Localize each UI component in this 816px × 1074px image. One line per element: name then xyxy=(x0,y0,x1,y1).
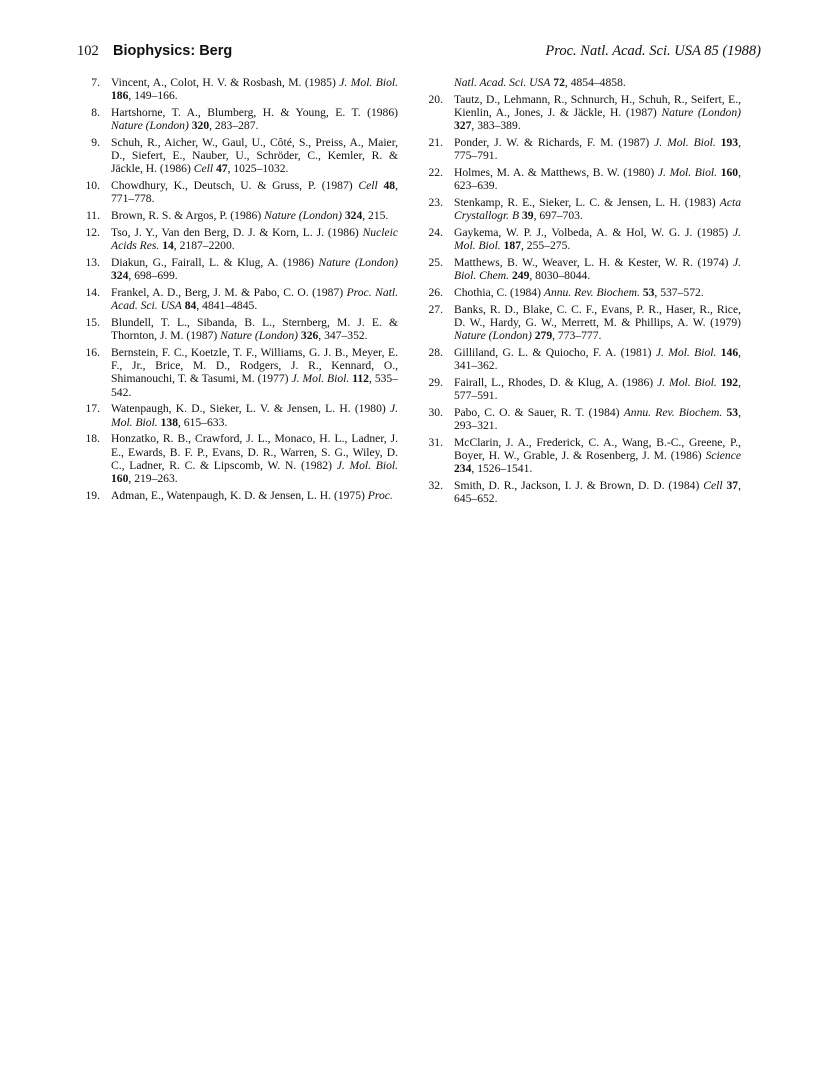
reference-number: 8. xyxy=(91,106,100,119)
reference-authors: Matthews, B. W., Weaver, L. H. & Kester, W. R. (1974) xyxy=(454,256,733,269)
reference-number: 24. xyxy=(428,226,443,239)
reference-item xyxy=(421,196,741,222)
reference-authors: Pabo, C. O. & Sauer, R. T. (1984) xyxy=(454,406,624,419)
reference-volume: 138 xyxy=(160,415,178,429)
reference-item xyxy=(421,479,741,505)
reference-number: 23. xyxy=(428,196,443,209)
reference-item xyxy=(78,76,398,102)
reference-pages: , 4854–4858. xyxy=(564,76,626,89)
reference-number: 28. xyxy=(428,346,443,359)
reference-authors: Honzatko, R. B., Crawford, J. L., Monaco, H. L., Ladner, J. E., Ewards, B. F. P., Evans, D. R., Warren, S. G., Wiley, D. C., Ladner, R. C. & Lipscomb, W. N. (1982) xyxy=(111,432,398,472)
reference-volume: 48 xyxy=(383,179,396,193)
reference-journal: J. Mol. Biol. xyxy=(111,402,398,429)
reference-authors: Hartshorne, T. A., Blumberg, H. & Young, E. T. (1986) xyxy=(111,106,398,119)
reference-authors: Smith, D. R., Jackson, I. J. & Brown, D. D. (1984) xyxy=(454,479,704,493)
reference-pages: , 383–389. xyxy=(471,119,521,133)
reference-pages: , 255–275. xyxy=(521,239,571,253)
reference-pages: , 215. xyxy=(362,209,389,223)
reference-journal: J. Biol. Chem. xyxy=(454,256,741,283)
reference-continuation xyxy=(421,76,741,89)
reference-pages: , 645–652. xyxy=(454,479,741,506)
reference-pages: , 2187–2200. xyxy=(173,239,235,253)
reference-pages: , 775–791. xyxy=(454,136,741,163)
reference-volume: 160 xyxy=(111,472,129,486)
reference-item xyxy=(78,432,398,485)
reference-volume: 47 xyxy=(215,162,228,176)
page-header xyxy=(77,43,761,63)
reference-volume: 84 xyxy=(184,299,197,313)
reference-pages: , 771–778. xyxy=(111,179,398,206)
reference-journal: Nucleic Acids Res. xyxy=(111,226,398,253)
references-left-column xyxy=(78,76,398,506)
reference-item xyxy=(78,179,398,205)
reference-journal: Science xyxy=(705,449,741,463)
reference-journal: J. Mol. Biol. xyxy=(655,346,717,359)
reference-pages: , 283–287. xyxy=(209,119,259,133)
reference-number: 7. xyxy=(91,76,100,89)
reference-number: 25. xyxy=(428,256,443,269)
reference-number: 30. xyxy=(428,406,443,419)
reference-pages: , 1025–1032. xyxy=(227,162,289,176)
reference-volume: 53 xyxy=(726,406,739,419)
reference-journal: Annu. Rev. Biochem. xyxy=(623,406,723,419)
reference-journal: Nature (London) xyxy=(318,256,398,269)
references-right-column xyxy=(421,76,741,509)
reference-pages: , 698–699. xyxy=(128,269,178,283)
reference-journal: J. Mol. Biol. xyxy=(454,226,741,253)
reference-volume: 72 xyxy=(553,76,565,89)
reference-pages: , 577–591. xyxy=(454,376,741,403)
reference-pages: , 341–362. xyxy=(454,346,742,373)
reference-number: 15. xyxy=(85,316,100,329)
reference-journal: Proc. Natl. Acad. Sci. USA xyxy=(111,286,398,313)
reference-volume: 327 xyxy=(454,119,472,133)
reference-authors: Vincent, A., Colot, H. V. & Rosbash, M. (1985) xyxy=(111,76,340,89)
reference-number: 26. xyxy=(428,286,443,299)
reference-authors: Schuh, R., Aicher, W., Gaul, U., Côté, S., Preiss, A., Maier, D., Siefert, E., Nauber, U., Schröder, C., Kemler, R. & Jäckle, H. (1986) xyxy=(111,136,398,176)
reference-item xyxy=(421,166,741,192)
reference-volume: 192 xyxy=(720,376,739,389)
reference-authors: Banks, R. D., Blake, C. C. F., Evans, P. R., Haser, R., Rice, D. W., Hardy, G. W., Merrett, M. & Phillips, A. W. (1979) xyxy=(454,302,741,329)
reference-item xyxy=(78,286,398,312)
reference-pages: , 347–352. xyxy=(318,329,368,343)
reference-volume: 186 xyxy=(111,89,129,103)
reference-journal: Nature (London) xyxy=(661,106,742,119)
reference-volume: 326 xyxy=(300,329,319,343)
reference-item xyxy=(421,303,741,343)
reference-item xyxy=(421,136,741,162)
reference-item xyxy=(421,286,741,299)
reference-volume: 146 xyxy=(720,346,739,359)
reference-journal: Natl. Acad. Sci. USA xyxy=(454,76,551,89)
reference-journal: Cell xyxy=(703,479,723,493)
reference-authors: Blundell, T. L., Sibanda, B. L., Sternberg, M. J. E. & Thornton, J. M. (1987) xyxy=(111,316,398,343)
reference-pages: , 697–703. xyxy=(533,209,583,223)
reference-item xyxy=(78,316,398,342)
reference-journal: Cell xyxy=(358,179,378,193)
reference-volume: 187 xyxy=(503,239,521,253)
reference-pages: , 1526–1541. xyxy=(471,462,533,476)
journal-title: Proc. Natl. Acad. Sci. USA 85 (1988) xyxy=(545,43,761,59)
reference-pages: , 537–572. xyxy=(654,286,704,299)
reference-item xyxy=(78,106,398,132)
reference-number: 18. xyxy=(85,432,100,446)
reference-pages: , 773–777. xyxy=(552,329,602,343)
reference-pages: , 8030–8044. xyxy=(529,269,591,283)
reference-authors: Watenpaugh, K. D., Sieker, L. V. & Jensen, L. H. (1980) xyxy=(111,402,390,416)
reference-item xyxy=(78,346,398,399)
reference-authors: Chowdhury, K., Deutsch, U. & Gruss, P. (1987) xyxy=(111,179,359,193)
reference-journal: Proc. xyxy=(367,488,393,502)
reference-volume: 324 xyxy=(344,209,363,223)
reference-number: 27. xyxy=(428,302,443,316)
reference-pages: , 535–542. xyxy=(111,372,399,399)
reference-number: 16. xyxy=(85,346,100,359)
running-title: Biophysics: Berg xyxy=(113,43,233,59)
reference-number: 32. xyxy=(428,479,443,493)
reference-authors: Fairall, L., Rhodes, D. & Klug, A. (1986) xyxy=(454,376,658,389)
reference-item xyxy=(78,209,398,222)
reference-authors: Gilliland, G. L. & Quiocho, F. A. (1981) xyxy=(454,346,656,359)
reference-authors: Ponder, J. W. & Richards, F. M. (1987) xyxy=(454,136,655,149)
reference-authors: Tso, J. Y., Van den Berg, D. J. & Korn, L. J. (1986) xyxy=(111,226,363,239)
reference-authors: Diakun, G., Fairall, L. & Klug, A. (1986) xyxy=(111,256,319,269)
reference-journal: Nature (London) xyxy=(111,119,189,133)
reference-journal: J. Mol. Biol. xyxy=(657,166,718,179)
reference-journal: J. Mol. Biol. xyxy=(654,136,716,149)
reference-volume: 37 xyxy=(726,479,739,493)
reference-journal: Nature (London) xyxy=(454,329,532,343)
reference-journal: J. Mol. Biol. xyxy=(339,76,398,89)
reference-volume: 320 xyxy=(191,119,210,133)
reference-number: 9. xyxy=(91,136,100,149)
reference-item xyxy=(78,226,398,252)
reference-number: 13. xyxy=(85,256,100,269)
reference-volume: 324 xyxy=(111,269,129,283)
reference-number: 29. xyxy=(428,376,443,389)
reference-number: 14. xyxy=(85,286,100,299)
reference-item xyxy=(421,256,741,282)
reference-journal: J. Mol. Biol. xyxy=(291,372,350,386)
reference-number: 12. xyxy=(85,226,100,239)
reference-number: 17. xyxy=(85,402,100,416)
reference-authors: Gaykema, W. P. J., Volbeda, A. & Hol, W. G. J. (1985) xyxy=(454,226,733,239)
reference-volume: 160 xyxy=(720,166,739,179)
reference-pages: , 615–633. xyxy=(178,415,228,429)
reference-volume: 112 xyxy=(352,372,369,386)
reference-volume: 39 xyxy=(521,209,534,223)
reference-journal: J. Mol. Biol. xyxy=(657,376,717,389)
reference-volume: 14 xyxy=(162,239,174,253)
reference-authors: Adman, E., Watenpaugh, K. D. & Jensen, L. H. (1975) xyxy=(111,488,368,502)
reference-authors: Brown, R. S. & Argos, P. (1986) xyxy=(111,209,265,223)
reference-number: 20. xyxy=(428,92,443,106)
reference-item xyxy=(421,376,741,402)
reference-item xyxy=(78,489,398,502)
reference-journal: Cell xyxy=(193,162,214,176)
reference-number: 21. xyxy=(428,136,443,149)
reference-number: 11. xyxy=(85,209,100,223)
reference-item xyxy=(421,406,741,432)
reference-authors: Holmes, M. A. & Matthews, B. W. (1980) xyxy=(454,166,658,179)
reference-pages: , 4841–4845. xyxy=(196,299,258,313)
reference-authors: McClarin, J. A., Frederick, C. A., Wang, B.-C., Greene, P., Boyer, H. W., Grable, J. & Rosenberg, J. M. (1986) xyxy=(454,436,741,463)
reference-volume: 249 xyxy=(511,269,530,283)
reference-item xyxy=(421,226,741,252)
reference-journal: Nature (London) xyxy=(264,209,342,223)
reference-volume: 53 xyxy=(642,286,655,299)
reference-authors: Stenkamp, R. E., Sieker, L. C. & Jensen, L. H. (1983) xyxy=(454,196,720,209)
reference-volume: 279 xyxy=(534,329,553,343)
reference-pages: , 149–166. xyxy=(128,89,178,103)
reference-item xyxy=(421,346,741,372)
reference-authors: Frankel, A. D., Berg, J. M. & Pabo, C. O. (1987) xyxy=(111,286,347,299)
reference-authors: Tautz, D., Lehmann, R., Schnurch, H., Schuh, R., Seifert, E., Kienlin, A., Jones, J. & Jäckle, H. (1987) xyxy=(454,92,741,119)
reference-journal: Nature (London) xyxy=(220,329,298,343)
reference-item xyxy=(421,93,741,133)
reference-number: 31. xyxy=(428,436,443,449)
reference-item xyxy=(421,436,741,476)
reference-authors: Chothia, C. (1984) xyxy=(454,286,544,299)
page-number: 102 xyxy=(77,43,99,59)
reference-pages: , 293–321. xyxy=(454,406,741,433)
reference-item xyxy=(78,402,398,428)
reference-pages: , 623–639. xyxy=(454,166,741,193)
reference-number: 22. xyxy=(428,166,443,179)
reference-journal: J. Mol. Biol. xyxy=(336,458,398,472)
reference-number: 10. xyxy=(85,179,100,193)
reference-pages: , 219–263. xyxy=(128,472,178,486)
reference-authors: Bernstein, F. C., Koetzle, T. F., Williams, G. J. B., Meyer, E. F., Jr., Brice, M. D., Rodgers, J. R., Kennard, O., Shimanouchi, T. & Tasumi, M. (1977) xyxy=(111,346,398,386)
reference-item xyxy=(78,256,398,282)
reference-volume: 234 xyxy=(454,462,472,476)
reference-volume: 193 xyxy=(720,136,739,149)
reference-number: 19. xyxy=(85,488,100,502)
reference-item xyxy=(78,136,398,176)
reference-journal: Annu. Rev. Biochem. xyxy=(543,286,640,299)
reference-journal: Acta Crystallogr. B xyxy=(454,196,741,223)
